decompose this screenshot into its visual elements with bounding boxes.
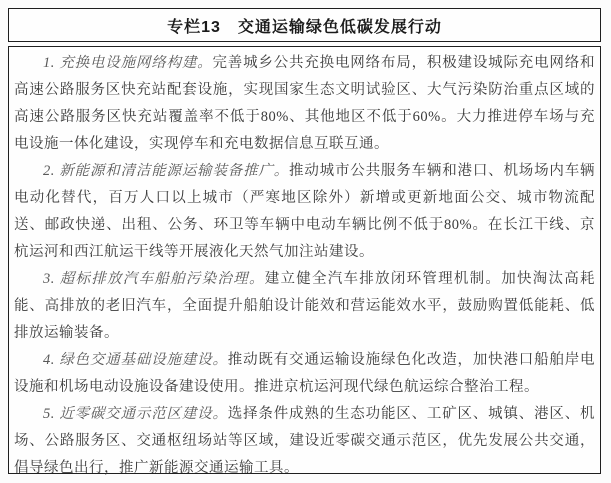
- paragraph-heading: 绿色交通基础设施建设。: [59, 352, 228, 368]
- paragraph: [14, 50, 595, 158]
- paragraph-body: 建立健全汽车排放闭环管理机制。加快淘汰高耗能、高排放的老旧汽车，全面提升船舶设计能效和营运能效水平，鼓励购置低能耗、低排放运输装备。: [14, 271, 596, 341]
- paragraph: [14, 158, 595, 266]
- paragraph-body: 完善城乡公共充换电网络布局，积极建设城际充电网络和高速公路服务区快充站配套设施，实现国家生态文明试验区、大气污染防治重点区域的高速公路服务区快充站覆盖率不低于80%、其他地区不低于60%。大力推进停车场与充电设施一体化建设，实现停车和充电数据信息互联互通。: [14, 55, 596, 152]
- paragraph-body: 推动既有交通运输设施绿色化改造，加快港口船舶岸电设施和机场电动设施设备建设使用。推进京杭运河现代绿色航运综合整治工程。: [14, 352, 596, 395]
- paragraph-heading: 近零碳交通示范区建设。: [59, 406, 228, 422]
- document-title-bar: [8, 8, 601, 42]
- paragraph-heading: 超标排放汽车船舶污染治理。: [59, 271, 265, 287]
- document-body-box: [8, 46, 601, 474]
- paragraph-heading: 充换电设施网络构建。: [59, 55, 213, 71]
- paragraph-number: 4.: [43, 352, 55, 368]
- paragraph: [14, 266, 595, 347]
- paragraph-heading: 新能源和清洁能源运输装备推广。: [59, 163, 290, 179]
- paragraph-body: 选择条件成熟的生态功能区、工矿区、城镇、港区、机场、公路服务区、交通枢纽场站等区域，建设近零碳交通示范区，优先发展公共交通，倡导绿色出行，推广新能源交通运输工具。: [14, 406, 596, 476]
- paragraph-number: 5.: [43, 406, 55, 422]
- paragraph-number: 2.: [43, 163, 55, 179]
- paragraph: [14, 347, 595, 401]
- paragraph-number: 3.: [43, 271, 55, 287]
- paragraph-number: 1.: [43, 55, 55, 71]
- paragraph: [14, 401, 595, 482]
- page-title: 专栏13 交通运输绿色低碳发展行动: [167, 18, 442, 36]
- paragraph-body: 推动城市公共服务车辆和港口、机场场内车辆电动化替代，百万人口以上城市（严寒地区除外）新增或更新地面公交、城市物流配送、邮政快递、出租、公务、环卫等车辆中电动车辆比例不低于80%。在长江干线、京杭运河和西江航运干线等开展液化天然气加注站建设。: [14, 163, 596, 260]
